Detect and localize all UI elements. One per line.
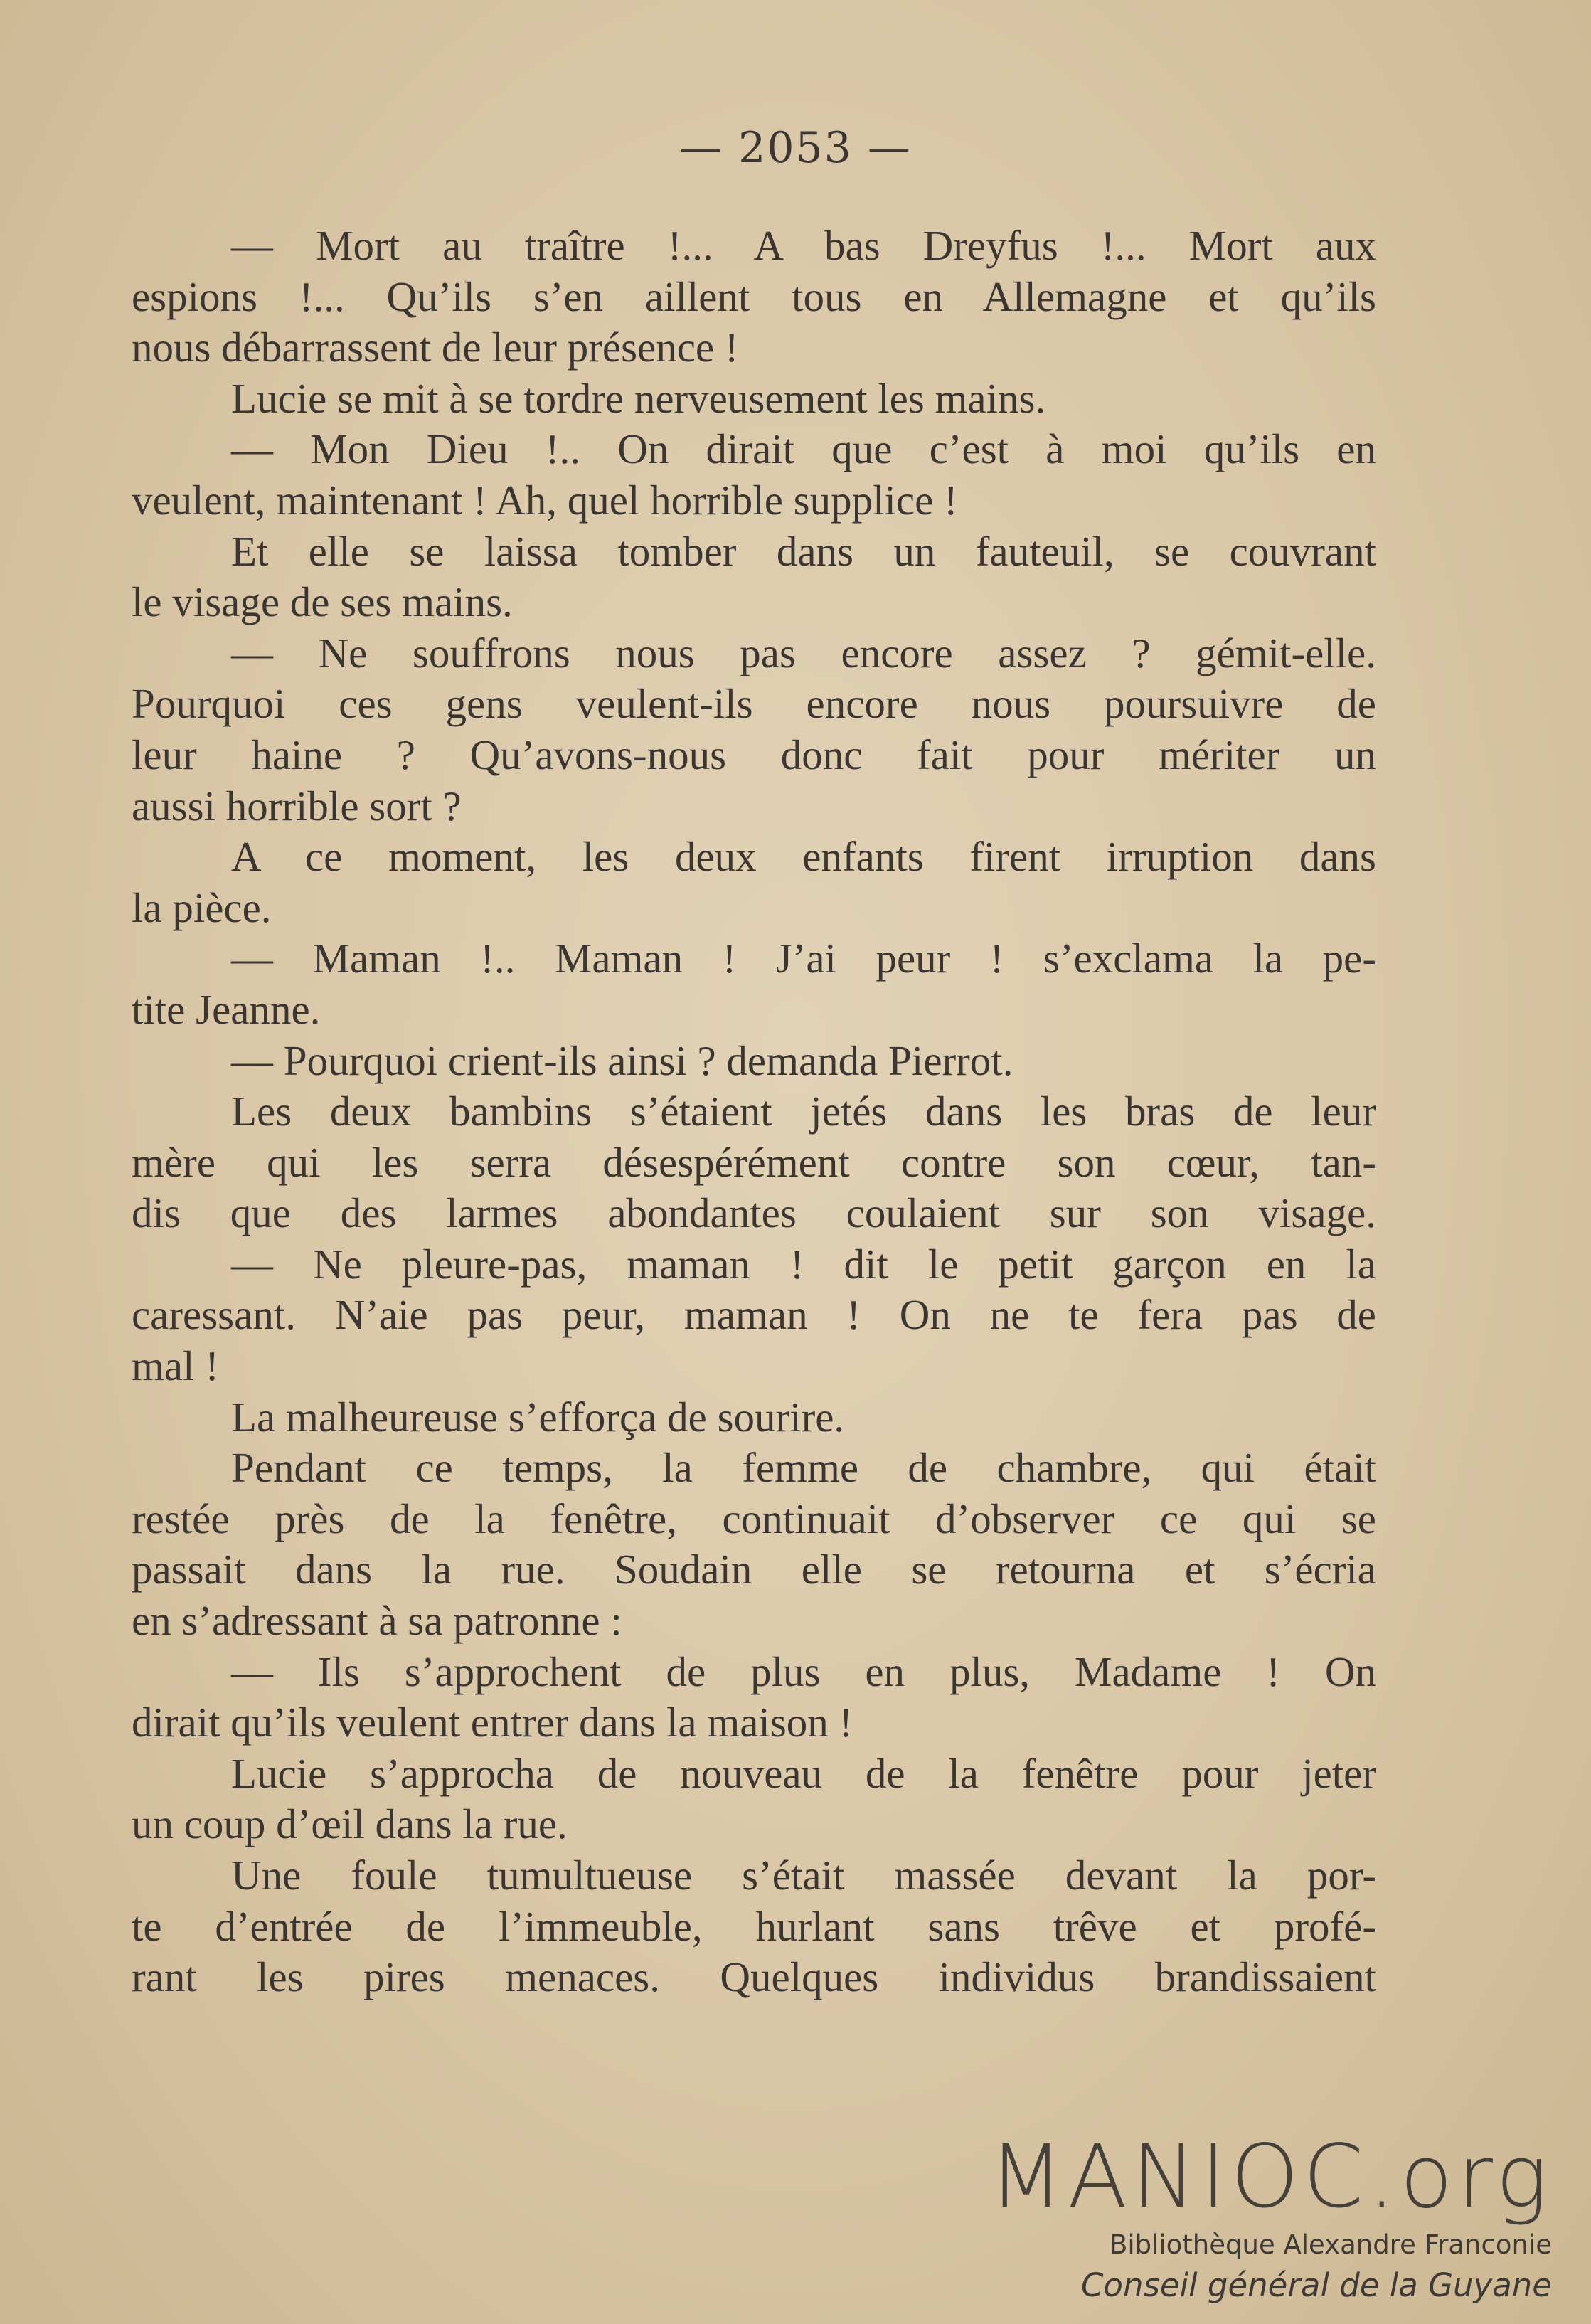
- text-line: nous débarrassent de leur présence !: [132, 324, 739, 371]
- text-line: — Maman !.. Maman ! J’ai peur ! s’exclama la pe-: [231, 935, 1376, 982]
- text-line: Lucie se mit à se tordre nerveusement les mains.: [231, 374, 1046, 422]
- text-line: aussi horrible sort ?: [132, 782, 462, 829]
- text-line: tite Jeanne.: [132, 985, 321, 1033]
- text-line: Et elle se laissa tomber dans un fauteuil, se couvrant: [231, 527, 1376, 575]
- text-line: La malheureuse s’efforça de sourire.: [231, 1393, 845, 1440]
- text-line: en s’adressant à sa patronne :: [132, 1597, 622, 1645]
- text-line: Une foule tumultueuse s’était massée devant la por-: [231, 1852, 1376, 1899]
- text-line: restée près de la fenêtre, continuait d’observer ce qui se: [132, 1495, 1376, 1542]
- text-line: mal !: [132, 1342, 219, 1390]
- text-line: la pièce.: [132, 884, 272, 931]
- text-line: Les deux bambins s’étaient jetés dans les bras de leur: [231, 1088, 1376, 1135]
- text-line: espions !... Qu’ils s’en aillent tous en Allemagne et qu’ils: [132, 272, 1376, 320]
- text-line: A ce moment, les deux enfants firent irruption dans: [231, 833, 1376, 881]
- council-name: Conseil général de la Guyane: [1081, 2266, 1552, 2304]
- text-line: Pourquoi ces gens veulent-ils encore nous poursuivre de: [132, 680, 1376, 728]
- text-line: dirait qu’ils veulent entrer dans la maison !: [132, 1699, 853, 1746]
- text-line: — Mon Dieu !.. On dirait que c’est à moi qu’ils en: [231, 425, 1376, 473]
- text-line: — Mort au traître !... A bas Dreyfus !... Mort aux: [231, 222, 1376, 269]
- text-line: mère qui les serra désespérément contre son cœur, tan-: [132, 1138, 1376, 1186]
- text-line: — Ils s’approchent de plus en plus, Madame ! On: [231, 1648, 1376, 1695]
- text-line: Pendant ce temps, la femme de chambre, qui était: [231, 1444, 1376, 1492]
- text-line: leur haine ? Qu’avons-nous donc fait pour mériter un: [132, 731, 1376, 778]
- text-line: rant les pires menaces. Quelques individus brandissaient: [132, 1953, 1376, 2001]
- text-line: le visage de ses mains.: [132, 578, 513, 626]
- body-text: [132, 221, 1376, 2003]
- manioc-watermark: [912, 2127, 1591, 2308]
- text-line: passait dans la rue. Soudain elle se retourna et s’écria: [132, 1546, 1376, 1593]
- manioc-logo: MANIOC.org: [989, 2126, 1552, 2227]
- text-line: — Ne pleure-pas, maman ! dit le petit garçon en la: [231, 1240, 1376, 1288]
- text-line: Lucie s’approcha de nouveau de la fenêtre pour jeter: [231, 1749, 1376, 1797]
- text-line: — Ne souffrons nous pas encore assez ? gémit-elle.: [231, 629, 1376, 676]
- text-line: te d’entrée de l’immeuble, hurlant sans trêve et profé-: [132, 1902, 1376, 1950]
- text-line: dis que des larmes abondantes coulaient sur son visage.: [132, 1189, 1376, 1237]
- page-number: — 2053 —: [679, 123, 912, 173]
- text-line: — Pourquoi crient-ils ainsi ? demanda Pierrot.: [231, 1036, 1013, 1084]
- library-name: Bibliothèque Alexandre Franconie: [1109, 2229, 1552, 2260]
- text-line: caressant. N’aie pas peur, maman ! On ne te fera pas de: [132, 1291, 1376, 1339]
- text-line: veulent, maintenant ! Ah, quel horrible supplice !: [132, 476, 958, 524]
- text-line: un coup d’œil dans la rue.: [132, 1800, 568, 1848]
